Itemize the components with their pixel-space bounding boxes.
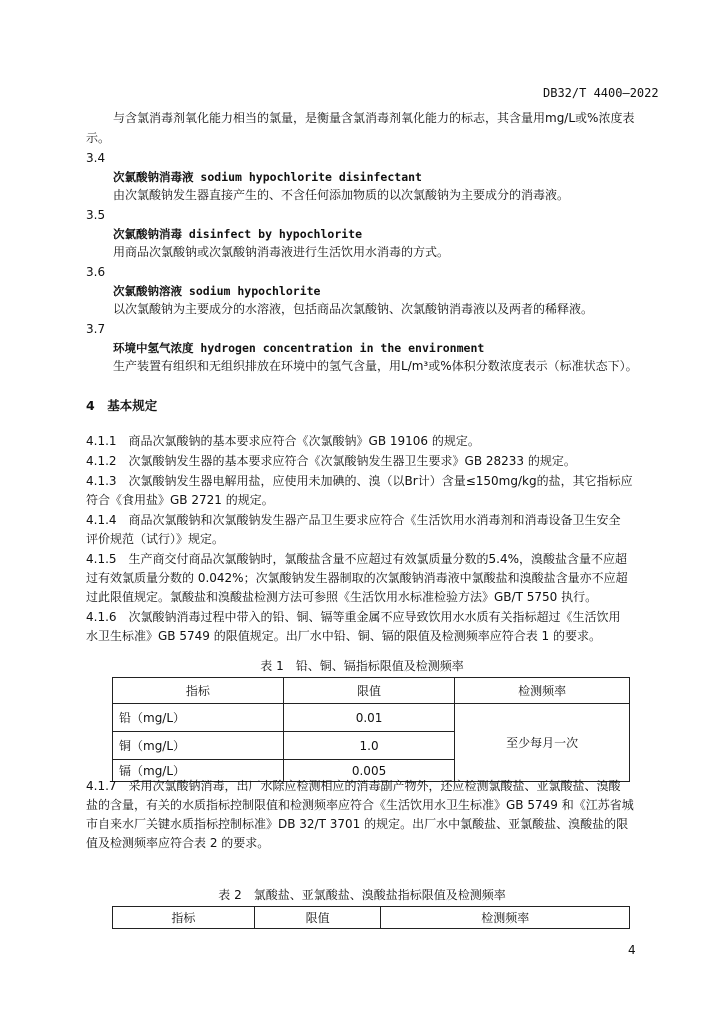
term-title-3-5: 次氯酸钠消毒 disinfect by hypochlorite — [113, 227, 363, 241]
clause-4-1-7-line-3: 市自来水厂关键水质指标控制标准》DB 32/T 3701 的规定。出厂水中氯酸盐、亚氯酸盐、溴酸盐的限 — [86, 817, 629, 831]
term-title-3-4: 次氯酸钠消毒液 sodium hypochlorite disinfectant — [113, 170, 422, 184]
table-1-indicator-lead: 铅（mg/L） — [113, 704, 284, 732]
term-definition-3-6: 以次氯酸钠为主要成分的水溶液，包括商品次氯酸钠、次氯酸钠消毒液以及两者的稀释液。 — [113, 302, 594, 316]
table-2-header-frequency: 检测频率 — [381, 907, 630, 929]
clause-4-1-7-line-2: 盐的含量，有关的水质指标控制限值和检测频率应符合《生活饮用水卫生标准》GB 5749 和《江苏省城 — [86, 798, 634, 812]
term-definition-3-4: 由次氯酸钠发生器直接产生的、不含任何添加物质的以次氯酸钠为主要成分的消毒液。 — [113, 188, 570, 202]
table-row — [113, 704, 630, 732]
clause-4-1-4-line-2: 评价规范（试行）》规定。 — [86, 532, 225, 546]
table-2 — [112, 906, 630, 929]
intro-line-1: 与含氯消毒剂氧化能力相当的氯量，是衡量含氯消毒剂氧化能力的标志，其含量用mg/L或%浓度表 — [113, 111, 635, 125]
table-1-caption: 表 1 铅、铜、镉指标限值及检测频率 — [260, 659, 464, 673]
clause-4-1-3-line-2: 符合《食用盐》GB 2721 的规定。 — [86, 493, 274, 507]
table-1-header-indicator: 指标 — [113, 678, 284, 704]
table-2-header-row — [113, 907, 630, 929]
term-title-3-6: 次氯酸钠溶液 sodium hypochlorite — [113, 284, 321, 298]
clause-4-1-7-line-4: 值及检测频率应符合表 2 的要求。 — [86, 836, 270, 850]
clause-4-1-4-line-1: 4.1.4 商品次氯酸钠和次氯酸钠发生器产品卫生要求应符合《生活饮用水消毒剂和消毒设备卫生安全 — [86, 513, 621, 527]
term-definition-3-7: 生产装置有组织和无组织排放在环境中的氢气含量，用L/m³或%体积分数浓度表示（标准状态下）。 — [113, 359, 638, 373]
table-1-indicator-copper: 铜（mg/L） — [113, 732, 284, 760]
section-heading-4: 4 基本规定 — [86, 398, 158, 413]
table-2-header-indicator: 指标 — [113, 907, 255, 929]
term-number-3-6: 3.6 — [86, 265, 106, 279]
table-1-header-limit: 限值 — [283, 678, 455, 704]
term-number-3-5: 3.5 — [86, 208, 106, 222]
clause-4-1-6-line-1: 4.1.6 次氯酸钠消毒过程中带入的铅、铜、镉等重金属不应导致饮用水水质有关指标超过《生活饮用 — [86, 610, 621, 624]
table-1-limit-copper: 1.0 — [283, 732, 455, 760]
clause-4-1-2: 4.1.2 次氯酸钠发生器的基本要求应符合《次氯酸钠发生器卫生要求》GB 28233 的规定。 — [86, 454, 576, 468]
table-1-limit-cadmium: 0.005 — [283, 760, 455, 782]
table-1-indicator-cadmium: 镉（mg/L） — [113, 760, 284, 782]
clause-4-1-1: 4.1.1 商品次氯酸钠的基本要求应符合《次氯酸钠》GB 19106 的规定。 — [86, 434, 480, 448]
page-number: 4 — [628, 943, 636, 957]
table-2-header-limit: 限值 — [254, 907, 381, 929]
table-2-caption: 表 2 氯酸盐、亚氯酸盐、溴酸盐指标限值及检测频率 — [218, 888, 506, 902]
intro-line-2: 示。 — [86, 131, 111, 145]
clause-4-1-6-line-2: 水卫生标准》GB 5749 的限值规定。出厂水中铅、铜、镉的限值及检测频率应符合表 1 的要求。 — [86, 629, 601, 643]
table-1-limit-lead: 0.01 — [283, 704, 455, 732]
term-definition-3-5: 用商品次氯酸钠或次氯酸钠消毒液进行生活饮用水消毒的方式。 — [113, 245, 450, 259]
table-1-frequency: 至少每月一次 — [455, 704, 630, 782]
clause-4-1-7-line-1: 4.1.7 采用次氯酸钠消毒，出厂水除应检测相应的消毒副产物外，还应检测氯酸盐、亚氯酸盐、溴酸 — [86, 779, 621, 793]
clause-4-1-3-line-1: 4.1.3 次氯酸钠发生器电解用盐，应使用未加碘的、溴（以Br计）含量≤150mg/kg的盐，其它指标应 — [86, 474, 633, 488]
term-title-3-7: 环境中氢气浓度 hydrogen concentration in the environment — [113, 341, 485, 355]
clause-4-1-5-line-2: 过有效氯质量分数的 0.042%；次氯酸钠发生器制取的次氯酸钠消毒液中氯酸盐和溴酸盐含量亦不应超 — [86, 571, 628, 585]
table-1 — [112, 677, 630, 782]
table-1-header-frequency: 检测频率 — [455, 678, 630, 704]
term-number-3-4: 3.4 — [86, 151, 106, 165]
clause-4-1-5-line-3: 过此限值规定。氯酸盐和溴酸盐检测方法可参照《生活饮用水标准检验方法》GB/T 5750 执行。 — [86, 590, 598, 604]
table-1-header-row — [113, 678, 630, 704]
clause-4-1-5-line-1: 4.1.5 生产商交付商品次氯酸钠时，氯酸盐含量不应超过有效氯质量分数的5.4%，溴酸盐含量不应超 — [86, 552, 628, 566]
term-number-3-7: 3.7 — [86, 322, 106, 336]
standard-code-header: DB32/T 4400—2022 — [543, 86, 659, 100]
